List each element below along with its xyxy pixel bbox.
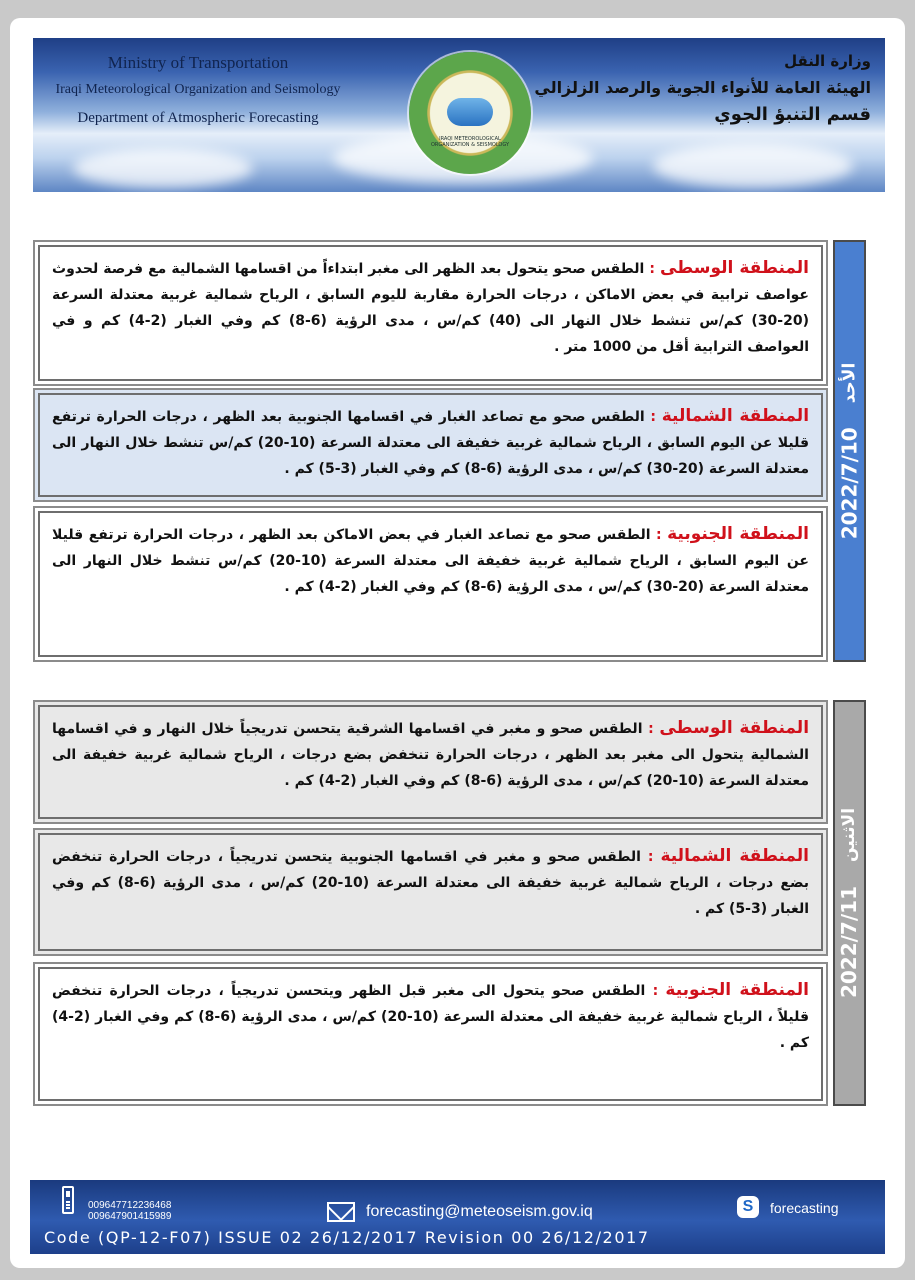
region-name: المنطقة الجنوبية bbox=[665, 980, 810, 1000]
region-forecast-text: الطقس صحو يتحول الى مغبر قبل الظهر ويتحسن تدريجياً ، درجات الحرارة تنخفض قليلاً ، الرياح شمالية غربية خفيفة الى معتدلة السرعة (10-20) كم/س ، مدى الرؤية (6-8) كم وفي الغبار (2-4) كم . bbox=[52, 983, 810, 1051]
phone-numbers bbox=[88, 1200, 171, 1222]
region-name: المنطقة الشمالية bbox=[661, 406, 810, 426]
ministry-name-ar: وزارة النقل bbox=[784, 52, 871, 70]
day-2-date-bar bbox=[833, 700, 866, 1106]
day-1-date-bar bbox=[833, 240, 866, 662]
forecast-day-2 bbox=[33, 700, 866, 1106]
region-name: المنطقة الجنوبية bbox=[667, 524, 809, 544]
phone-icon bbox=[62, 1186, 74, 1214]
department-name-en: Department of Atmospheric Forecasting bbox=[77, 110, 319, 126]
region-name: المنطقة الوسطى bbox=[659, 718, 810, 738]
header-banner bbox=[33, 38, 885, 192]
day-2-regions bbox=[33, 700, 828, 1106]
forecast-date: 2022/7/10 bbox=[837, 427, 862, 540]
region-name: المنطقة الوسطى bbox=[659, 258, 810, 278]
region-north: المنطقة الشمالية : الطقس صحو مع تصاعد الغبار في اقسامها الجنوبية بعد الظهر ، درجات الحرارة ترتفع قليلا عن اليوم السابق ، الرياح شمالية غربية خفيفة الى معتدلة السرعة (10-20) كم/س تنشط خلال النهار الى معتدلة السرعة (20-30) كم/س ، مدى الرؤية (6-8) كم وفي الغبار (3-5) كم . bbox=[33, 388, 828, 502]
phone-number-2: 009647901415989 bbox=[88, 1211, 172, 1222]
region-forecast-text: الطقس صحو مع تصاعد الغبار في اقسامها الجنوبية بعد الظهر ، درجات الحرارة ترتفع قليلا عن اليوم السابق ، الرياح شمالية غربية خفيفة الى معتدلة السرعة (10-20) كم/س تنشط خلال النهار الى معتدلة السرعة (20-30) كم/س ، مدى الرؤية (6-8) كم وفي الغبار (3-5) كم . bbox=[52, 409, 809, 477]
document-code: Code (QP-12-F07) ISSUE 02 26/12/2017 Revision 00 26/12/2017 bbox=[44, 1228, 650, 1247]
day-1-regions bbox=[33, 240, 828, 662]
region-south: المنطقة الجنوبية : الطقس صحو يتحول الى مغبر قبل الظهر ويتحسن تدريجياً ، درجات الحرارة تنخفض قليلاً ، الرياح شمالية غربية خفيفة الى معتدلة السرعة (10-20) كم/س ، مدى الرؤية (6-8) كم وفي الغبار (2-4) كم . bbox=[33, 962, 828, 1106]
skype-name[interactable]: forecasting bbox=[770, 1200, 839, 1216]
region-forecast-text: الطقس صحو مع تصاعد الغبار في بعض الاماكن بعد الظهر ، درجات الحرارة ترتفع قليلا عن اليوم السابق ، الرياح شمالية غربية خفيفة الى معتدلة السرعة (10-20) كم/س تنشط خلال النهار الى معتدلة السرعة (20-30) كم/س ، مدى الرؤية (6-8) كم وفي الغبار (2-4) كم . bbox=[52, 527, 809, 595]
region-central: المنطقة الوسطى : الطقس صحو يتحول بعد الظهر الى مغبر ابتداءاً من اقسامها الشمالية مع فرصة لحدوث عواصف ترابية في بعض الاماكن ، درجات الحرارة مقاربة لليوم السابق ، الرياح شمالية غربية معتدلة السرعة (20-30) كم/س تنشط خلال النهار الى (40) كم/س ، مدى الرؤية (6-8) كم وفي الغبار (2-4) كم و في العواصف الترابية أقل من 1000 متر . bbox=[33, 240, 828, 386]
email-link[interactable]: forecasting@meteoseism.gov.iq bbox=[366, 1203, 593, 1220]
region-name: المنطقة الشمالية bbox=[660, 846, 810, 866]
ministry-name-en: Ministry of Transportation bbox=[107, 53, 289, 72]
day-name: الأحد bbox=[839, 362, 860, 404]
region-forecast-text: الطقس صحو و مغبر في اقسامها الجنوبية يتحسن تدريجياً ، درجات الحرارة تنخفض بضع درجات ، الرياح شمالية غربية خفيفة الى معتدلة السرعة (10-20) كم/س ، مدى الرؤية (6-8) كم وفي الغبار (3-5) كم . bbox=[52, 849, 809, 917]
region-forecast-text: الطقس صحو يتحول بعد الظهر الى مغبر ابتداءاً من اقسامها الشمالية مع فرصة لحدوث عواصف ترابية في بعض الاماكن ، درجات الحرارة مقاربة لليوم السابق ، الرياح شمالية غربية معتدلة السرعة (20-30) كم/س تنشط خلال النهار الى (40) كم/س ، مدى الرؤية (6-8) كم وفي الغبار (2-4) كم و في العواصف الترابية أقل من 1000 متر . bbox=[52, 261, 809, 355]
phone-number-1: 009647712236468 bbox=[88, 1200, 172, 1211]
mail-icon bbox=[327, 1202, 355, 1222]
forecast-date: 2022/7/11 bbox=[837, 886, 862, 999]
cloud-icon bbox=[447, 98, 493, 126]
organization-name-ar: الهيئة العامة للأنواء الجوية والرصد الزلزالي bbox=[534, 78, 871, 97]
department-name-ar: قسم التنبؤ الجوي bbox=[714, 104, 871, 125]
organization-name-en: Iraqi Meteorological Organization and Seismology bbox=[55, 82, 341, 97]
cloud-decoration bbox=[653, 143, 853, 188]
region-forecast-text: الطقس صحو و مغبر في اقسامها الشرقية يتحسن تدريجياً خلال النهار و في اقسامها الشمالية يتحول الى مغبر بعد الظهر ، درجات الحرارة تنخفض بضع درجات ، الرياح شمالية غربية خفيفة الى معتدلة السرعة (10-20) كم/س ، مدى الرؤية (6-8) كم وفي الغبار (2-4) كم . bbox=[52, 721, 809, 789]
cloud-decoration bbox=[73, 148, 253, 188]
forecast-day-1 bbox=[33, 240, 866, 662]
region-north: المنطقة الشمالية : الطقس صحو و مغبر في اقسامها الجنوبية يتحسن تدريجياً ، درجات الحرارة تنخفض بضع درجات ، الرياح شمالية غربية خفيفة الى معتدلة السرعة (10-20) كم/س ، مدى الرؤية (6-8) كم وفي الغبار (3-5) كم . bbox=[33, 828, 828, 956]
footer-bar bbox=[30, 1180, 885, 1254]
day-name: الاثنين bbox=[839, 807, 860, 863]
organization-logo bbox=[409, 52, 531, 174]
logo-caption: IRAQI METEOROLOGICAL ORGANIZATION & SEISMOLOGY bbox=[430, 136, 510, 148]
region-central: المنطقة الوسطى : الطقس صحو و مغبر في اقسامها الشرقية يتحسن تدريجياً خلال النهار و في اقسامها الشمالية يتحول الى مغبر بعد الظهر ، درجات الحرارة تنخفض بضع درجات ، الرياح شمالية غربية خفيفة الى معتدلة السرعة (10-20) كم/س ، مدى الرؤية (6-8) كم وفي الغبار (2-4) كم . bbox=[33, 700, 828, 824]
region-south: المنطقة الجنوبية : الطقس صحو مع تصاعد الغبار في بعض الاماكن بعد الظهر ، درجات الحرارة ترتفع قليلا عن اليوم السابق ، الرياح شمالية غربية خفيفة الى معتدلة السرعة (10-20) كم/س تنشط خلال النهار الى معتدلة السرعة (20-30) كم/س ، مدى الرؤية (6-8) كم وفي الغبار (2-4) كم . bbox=[33, 506, 828, 662]
skype-icon: S bbox=[737, 1196, 759, 1218]
